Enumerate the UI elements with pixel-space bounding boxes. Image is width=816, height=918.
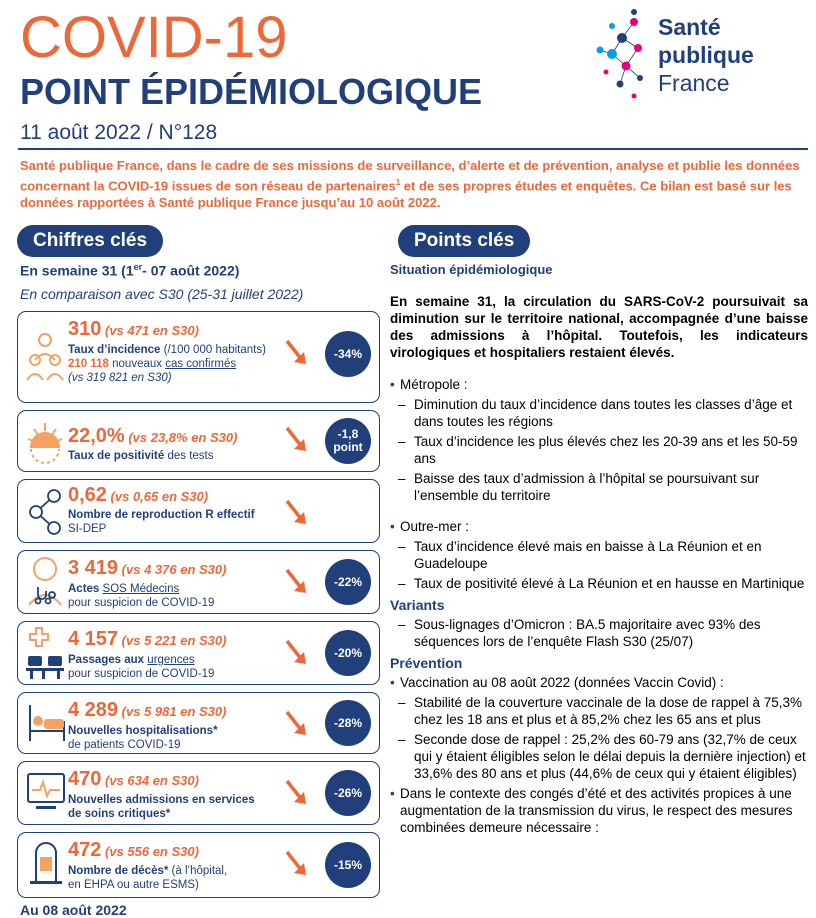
vaccination-item: – Seconde dose de rappel : 25,2% des 60-79 ans (32,7% de ceux qui y étaient éligibles selon le délai depuis la dernière injection) et 33,6% des 80 ans et plus (44,6% de ceux qui y étaient éligibles): [390, 731, 808, 782]
intro-paragraph: [20, 157, 800, 211]
deces-place: (à l’hôpital,: [168, 865, 228, 877]
card-positivite: [17, 410, 380, 472]
outremer-bullet: • Outre-mer :: [390, 518, 808, 535]
arrow-down-icon: [284, 778, 310, 808]
incidence-unit: (/100 000 habitants): [160, 344, 266, 356]
variants-heading: Variants: [390, 597, 445, 613]
urgences-change-badge: -20%: [325, 630, 371, 676]
week-text-a: En semaine 31 (1: [20, 262, 134, 279]
cas-confirmes-link[interactable]: cas confirmés: [165, 358, 237, 370]
positivity-change-unit: point: [333, 440, 363, 454]
positivity-value: 22,0%: [68, 425, 125, 447]
week-sup: er: [133, 262, 143, 272]
prevention-heading: Prévention: [390, 655, 463, 671]
title-covid: COVID-19: [20, 5, 288, 70]
sos-change-badge: -22%: [325, 559, 371, 605]
urgences-link[interactable]: urgences: [147, 654, 195, 666]
sos-label: Actes: [68, 583, 100, 595]
arrow-down-icon: [284, 567, 310, 597]
context-bullet: • Dans le contexte des congés d’été et des activités propices à une augmentation de la transmission du virus, le respect des mesures combinées demeure nécessaire :: [390, 785, 808, 836]
reproduction-label: Nombre de reproduction R effectif: [68, 509, 255, 521]
logo-dots-icon: [592, 4, 654, 104]
sante-publique-logo: [592, 4, 792, 104]
positivity-vs: (vs 23,8% en S30): [124, 430, 238, 445]
header-rule: [18, 148, 808, 150]
logo-text-sante: Santé: [658, 14, 721, 40]
positivity-unit: des tests: [164, 450, 214, 462]
points-cles-column: [390, 262, 808, 836]
new-cases-text: nouveaux: [108, 358, 166, 370]
comparison-label: En comparaison avec S30 (25-31 juillet 2022): [20, 286, 304, 302]
card-reproduction: [17, 479, 380, 543]
deces-change-badge: -15%: [325, 842, 371, 888]
week-label: [20, 262, 239, 279]
vaccination-bullet: • Vaccination au 08 août 2022 (données Vaccin Covid) :: [390, 674, 808, 691]
arrow-down-icon: [284, 338, 310, 368]
intro-footnote-mark: 1: [395, 178, 401, 187]
cases-comparison: (vs 319 821 en S30): [68, 372, 172, 384]
positivity-label: Taux de positivité: [68, 450, 165, 462]
sos-value: 3 419: [68, 557, 119, 579]
card-soins-critiques: [17, 761, 380, 825]
deces-vs: (vs 556 en S30): [101, 844, 199, 859]
new-cases-count: 210 118: [68, 358, 109, 370]
reproduction-vs: (vs 0,65 en S30): [106, 489, 209, 504]
situation-heading: Situation épidémiologique: [390, 262, 553, 277]
heart-monitor-icon: [26, 770, 66, 816]
sos-suspicion: pour suspicion de COVID-19: [68, 597, 215, 609]
people-icon: [26, 330, 64, 382]
urgences-vs: (vs 5 221 en S30): [118, 633, 227, 648]
arrow-down-icon: [284, 849, 310, 879]
soins-critiques-label: Nouvelles admissions en services: [68, 794, 255, 806]
incidence-value: 310: [68, 318, 102, 340]
hospital-bed-icon: [26, 701, 66, 745]
card-incidence: [17, 311, 380, 403]
deces-value: 472: [68, 839, 102, 861]
emergency-room-icon: [26, 626, 66, 680]
logo-text-publique: publique: [658, 42, 754, 68]
card-deces: [17, 832, 380, 898]
hospitalisations-value: 4 289: [68, 699, 119, 721]
sos-medecins-link[interactable]: SOS Médecins: [102, 583, 180, 595]
date-issue: 11 août 2022 / N°128: [20, 121, 218, 144]
urgences-suspicion: pour suspicion de COVID-19: [68, 668, 215, 680]
positivity-change-value: -1,8: [337, 427, 359, 441]
deces-place-2: en EHPA ou autre ESMS): [68, 879, 199, 891]
hospitalisations-vs: (vs 5 981 en S30): [118, 704, 227, 719]
hospitalisations-patients: de patients COVID-19: [68, 739, 181, 751]
metropole-item: – Diminution du taux d’incidence dans toutes les classes d’âge et dans toutes les régions: [390, 396, 808, 430]
points-cles-pill: Points clés: [398, 225, 530, 257]
soins-critiques-change-badge: -26%: [325, 770, 371, 816]
soins-critiques-value: 470: [68, 768, 102, 790]
soins-critiques-label-2: de soins critiques*: [68, 808, 171, 820]
deces-label: Nombre de décès*: [68, 865, 169, 877]
reproduction-source: SI-DEP: [68, 523, 107, 535]
week-text-b: - 07 août 2022): [142, 262, 240, 279]
arrow-down-icon: [284, 498, 310, 528]
bottom-cut-heading: Au 08 août 2022: [20, 902, 127, 918]
card-hospitalisations: [17, 692, 380, 754]
outremer-item: – Taux d’incidence élevé mais en baisse à La Réunion et en Guadeloupe: [390, 538, 808, 572]
arrow-down-icon: [284, 638, 310, 668]
intro-text-b: et de ses propres études et enquêtes. Ce bilan est basé sur les données rapportées à Santé publique France jusqu’au 10 août 2022.: [20, 178, 792, 211]
vaccination-item: – Stabilité de la couverture vaccinale de la dose de rappel à 75,3% chez les 18 ans et plus et à 85,2% chez les 65 ans et plus: [390, 694, 808, 728]
card-sos-medecins: [17, 550, 380, 614]
doctor-icon: [26, 555, 64, 609]
gravestone-icon: [26, 841, 66, 887]
chiffres-cles-pill: Chiffres clés: [17, 225, 163, 257]
incidence-label: Taux d’incidence: [68, 344, 161, 356]
arrow-down-icon: [284, 709, 310, 739]
incidence-change-badge: -34%: [325, 331, 371, 377]
urgences-value: 4 157: [68, 628, 119, 650]
positivity-change-badge: [325, 418, 371, 464]
sos-vs: (vs 4 376 en S30): [118, 562, 227, 577]
incidence-vs: (vs 471 en S30): [101, 323, 199, 338]
outremer-item: – Taux de positivité élevé à La Réunion et en hausse en Martinique: [390, 575, 808, 592]
logo-text-france: France: [658, 70, 730, 96]
metropole-bullet: • Métropole :: [390, 376, 808, 393]
metropole-item: – Taux d’incidence les plus élevés chez les 20-39 ans et les 50-59 ans: [390, 433, 808, 467]
reproduction-value: 0,62: [68, 484, 107, 506]
variants-item: – Sous-lignages d’Omicron : BA.5 majoritaire avec 93% des séquences lors de l’enquête Flash S30 (25/07): [390, 616, 808, 650]
network-icon: [26, 486, 64, 538]
intro-text-a: Santé publique France, dans le cadre de ses missions de surveillance, d’alerte et de prévention, analyse et publie les données concernant la COVID-19 issues de son réseau de partenaires: [20, 158, 800, 194]
title-point-epidemiologique: POINT ÉPIDÉMIOLOGIQUE: [20, 71, 483, 112]
metropole-item: – Baisse des taux d’admission à l’hôpital se poursuivant sur l’ensemble du territoire: [390, 470, 808, 504]
situation-summary: En semaine 31, la circulation du SARS-CoV-2 poursuivait sa diminution sur le territoire national, accompagnée d’une baisse des admissions à l’hôpital. Toutefois, les indicateurs virologiques et hospitaliers restaient élevés.: [390, 294, 808, 360]
arrow-down-icon: [284, 425, 310, 455]
urgences-label: Passages aux: [68, 654, 145, 666]
hospitalisations-label: Nouvelles hospitalisations*: [68, 725, 218, 737]
card-urgences: [17, 621, 380, 685]
soins-critiques-vs: (vs 634 en S30): [101, 773, 199, 788]
virus-icon: [26, 417, 64, 465]
hospitalisations-change-badge: -28%: [325, 700, 371, 746]
